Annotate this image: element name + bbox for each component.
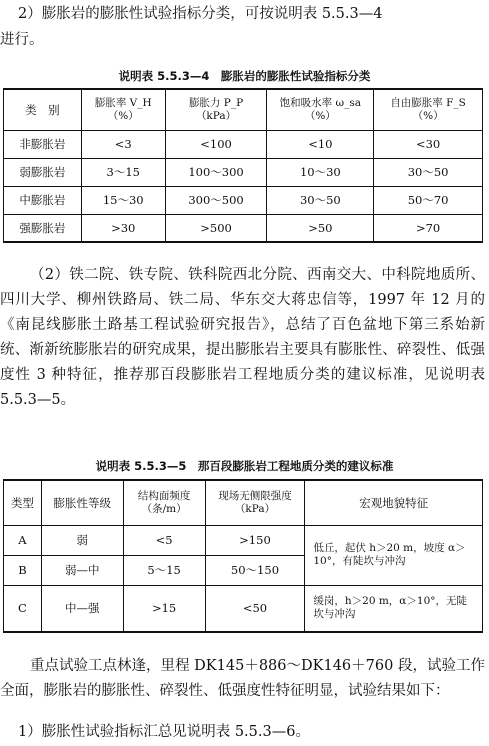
table4-cell: >70 (374, 214, 483, 242)
table4-cell: 3～15 (81, 158, 165, 186)
table5-cell: A (4, 525, 42, 555)
table5-landform-ab: 低丘，起伏 h＞20 m，坡度 α＞10°，有陡坎与冲沟 (305, 525, 483, 585)
table5-cell: C (4, 585, 42, 632)
table5-cell: <5 (123, 525, 205, 555)
body-paragraph-3: 重点试验工点林逢，里程 DK145＋886～DK146＋760 段，试验工作全面，膨胀岩的膨胀性、碎裂性、低强度性特征明显，试验结果如下： (0, 658, 485, 699)
table5-header-landform: 宏观地貌特征 (305, 480, 483, 525)
table4-cell: <10 (267, 130, 374, 158)
table4-cell: <3 (81, 130, 165, 158)
table4-cell: 30～50 (267, 186, 374, 214)
table4-cell: 300～500 (165, 186, 267, 214)
table-row (4, 186, 483, 214)
table4-cell: 非膨胀岩 (4, 130, 82, 158)
table4-cell: >500 (165, 214, 267, 242)
table5-header-frequency: 结构面频度（条/m） (123, 480, 205, 525)
table4 (3, 88, 483, 243)
intro-line-1: 2）膨胀岩的膨胀性试验指标分类，可按说明表 5.5.3—4 (18, 6, 383, 22)
table4-cell: >30 (81, 214, 165, 242)
table4-header-expansion-force: 膨胀力 P_P （kPa） (165, 89, 267, 130)
table5-header-type: 类型 (4, 480, 42, 525)
table4-header-water-absorption: 饱和吸水率 ω_sa （%） (267, 89, 374, 130)
table5-cell: B (4, 555, 42, 585)
table4-caption: 说明表 5.5.3—4 膨胀岩的膨胀性试验指标分类 (118, 69, 371, 83)
table4-cell: <100 (165, 130, 267, 158)
table5-cell: 中—强 (41, 585, 123, 632)
table4-cell: 中膨胀岩 (4, 186, 82, 214)
table5-cell: 弱—中 (41, 555, 123, 585)
table5-cell: <50 (205, 585, 305, 632)
table4-header-free-expansion: 自由膨胀率 F_S （%） (374, 89, 483, 130)
body-paragraph-4: 1）膨胀性试验指标汇总见说明表 5.5.3—6。 (18, 724, 310, 740)
table-row (4, 158, 483, 186)
table5-cell: >150 (205, 525, 305, 555)
table5-cell: 5～15 (123, 555, 205, 585)
table4-cell: 100～300 (165, 158, 267, 186)
table4-header-expansion-rate: 膨胀率 V_H （%） (81, 89, 165, 130)
table4-cell: >50 (267, 214, 374, 242)
table5-header-strength: 现场无侧限强度（kPa） (205, 480, 305, 525)
table-row (4, 214, 483, 242)
table4-cell: 30～50 (374, 158, 483, 186)
table4-cell: 10～30 (267, 158, 374, 186)
table5 (3, 479, 483, 633)
table5-header-grade: 膨胀性等级 (41, 480, 123, 525)
table4-header-category: 类 别 (4, 89, 82, 130)
table5-cell: 50～150 (205, 555, 305, 585)
table-row (4, 130, 483, 158)
table-row (4, 585, 483, 632)
table4-cell: 弱膨胀岩 (4, 158, 82, 186)
table-row (4, 525, 483, 555)
intro-line-2: 进行。 (0, 32, 44, 48)
table4-cell: 50～70 (374, 186, 483, 214)
body-paragraph-2: （2）铁二院、铁专院、铁科院西北分院、西南交大、中科院地质所、四川大学、柳州铁路局、铁二局、华东交大蒋忠信等，1997 年 12 月的《南昆线膨胀土路基工程试验研究报告》，总结了百色盆地下第三系始新统、渐新统膨胀岩的研究成果，提出膨胀岩主要具有膨胀性、碎裂性、低强度性 3 种特征，推荐那百段膨胀岩工程地质分类的建议标准，见说明表 5.5.3—5。 (0, 267, 485, 408)
table5-caption: 说明表 5.5.3—5 那百段膨胀岩工程地质分类的建议标准 (95, 459, 394, 473)
table5-cell: >15 (123, 585, 205, 632)
table4-cell: 15～30 (81, 186, 165, 214)
table5-cell: 弱 (41, 525, 123, 555)
table5-landform-c: 缓岗，h＞20 m，α＞10°，无陡坎与冲沟 (305, 585, 483, 632)
table4-cell: 强膨胀岩 (4, 214, 82, 242)
table4-cell: <30 (374, 130, 483, 158)
